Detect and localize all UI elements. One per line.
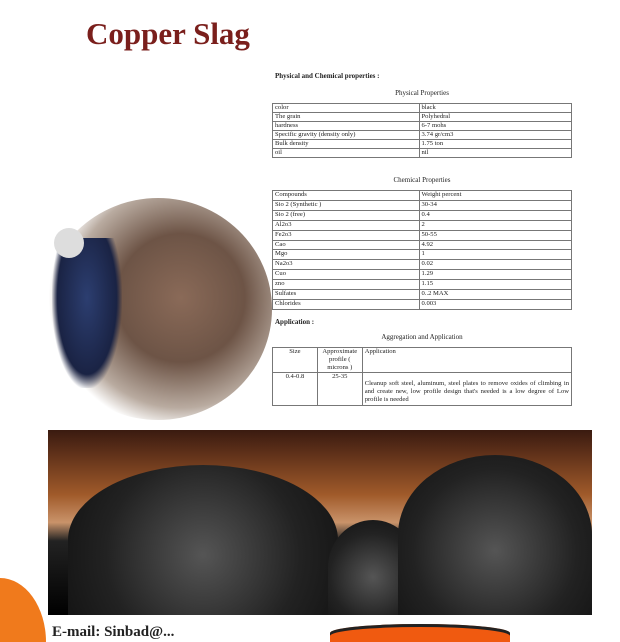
table-cell: 1 [419, 250, 572, 260]
table-cell: Specific gravity (density only) [273, 131, 420, 140]
table-cell: oil [273, 149, 420, 158]
chemical-properties-table [272, 190, 572, 310]
slag-pile [68, 465, 338, 615]
table-cell: 50-55 [419, 230, 572, 240]
table-cell: Polyhedral [419, 113, 572, 122]
worker-figure [52, 238, 122, 388]
table-cell: 0.003 [419, 299, 572, 309]
helmet [54, 228, 84, 258]
sandblasting-photo [44, 198, 272, 420]
table-row [273, 200, 572, 210]
table-cell: 30-34 [419, 200, 572, 210]
table-row [273, 220, 572, 230]
table-cell: Mgo [273, 250, 420, 260]
table-cell: Bulk density [273, 140, 420, 149]
table-row [273, 149, 572, 158]
header-cell: Approximate profile ( microns ) [317, 348, 362, 373]
page-title: Copper Slag [86, 16, 250, 51]
table-caption: Aggregation and Application [381, 333, 463, 341]
table-cell: black [419, 104, 572, 113]
table-cell: Fe2o3 [273, 230, 420, 240]
table-cell: Chlorides [273, 299, 420, 309]
table-cell: 2 [419, 220, 572, 230]
table-cell: Cuo [273, 270, 420, 280]
table-cell: Cleanup soft steel, aluminum, steel plates to remove oxides of climbing in and create new, low profile design that's needed is a low degree of Low profile is needed [362, 373, 571, 406]
copper-slag-photo [48, 430, 592, 615]
table-row [273, 280, 572, 290]
table-cell: Sulfates [273, 290, 420, 300]
table-row [273, 260, 572, 270]
table-caption: Physical Properties [395, 89, 449, 97]
table-cell: nil [419, 149, 572, 158]
table-cell: 0.4-0.8 [273, 373, 318, 406]
slag-pile [398, 455, 592, 615]
table-cell: 0.02 [419, 260, 572, 270]
table-cell: Compounds [273, 191, 420, 201]
header-cell: Application [362, 348, 571, 373]
table-cell: Weight percent [419, 191, 572, 201]
decorative-swoosh [330, 624, 510, 642]
table-cell: 1.15 [419, 280, 572, 290]
table-cell: zno [273, 280, 420, 290]
table-row [273, 140, 572, 149]
section-heading: Application : [275, 318, 315, 326]
table-cell: color [273, 104, 420, 113]
table-cell: The grain [273, 113, 420, 122]
table-row [273, 191, 572, 201]
email-text: E-mail: Sinbad@... [52, 624, 175, 640]
table-cell: 6-7 mohs [419, 122, 572, 131]
table-row [273, 373, 572, 406]
table-cell: 0.4 [419, 210, 572, 220]
table-row [273, 270, 572, 280]
table-caption: Chemical Properties [393, 176, 451, 184]
table-cell: Na2o3 [273, 260, 420, 270]
table-cell: Sio 2 (free) [273, 210, 420, 220]
table-row [273, 104, 572, 113]
table-cell: Sio 2 (Synthetic ) [273, 200, 420, 210]
table-row [273, 230, 572, 240]
application-table [272, 347, 572, 406]
table-row [273, 290, 572, 300]
table-row [273, 240, 572, 250]
table-row [273, 131, 572, 140]
table-cell: 1.29 [419, 270, 572, 280]
table-cell: 25-35 [317, 373, 362, 406]
table-row [273, 122, 572, 131]
table-row [273, 210, 572, 220]
table-cell: 4.92 [419, 240, 572, 250]
decorative-swoosh [0, 578, 46, 642]
physical-properties-table [272, 103, 572, 158]
table-row [273, 250, 572, 260]
table-cell: 0..2 MAX [419, 290, 572, 300]
table-row [273, 299, 572, 309]
table-row [273, 113, 572, 122]
table-cell: hardness [273, 122, 420, 131]
table-cell: 1.75 ton [419, 140, 572, 149]
section-heading: Physical and Chemical properties : [275, 72, 380, 80]
header-cell: Size [273, 348, 318, 373]
table-cell: 3.74 gr/cm3 [419, 131, 572, 140]
table-cell: Al2o3 [273, 220, 420, 230]
table-header-row [273, 348, 572, 373]
table-cell: Cao [273, 240, 420, 250]
